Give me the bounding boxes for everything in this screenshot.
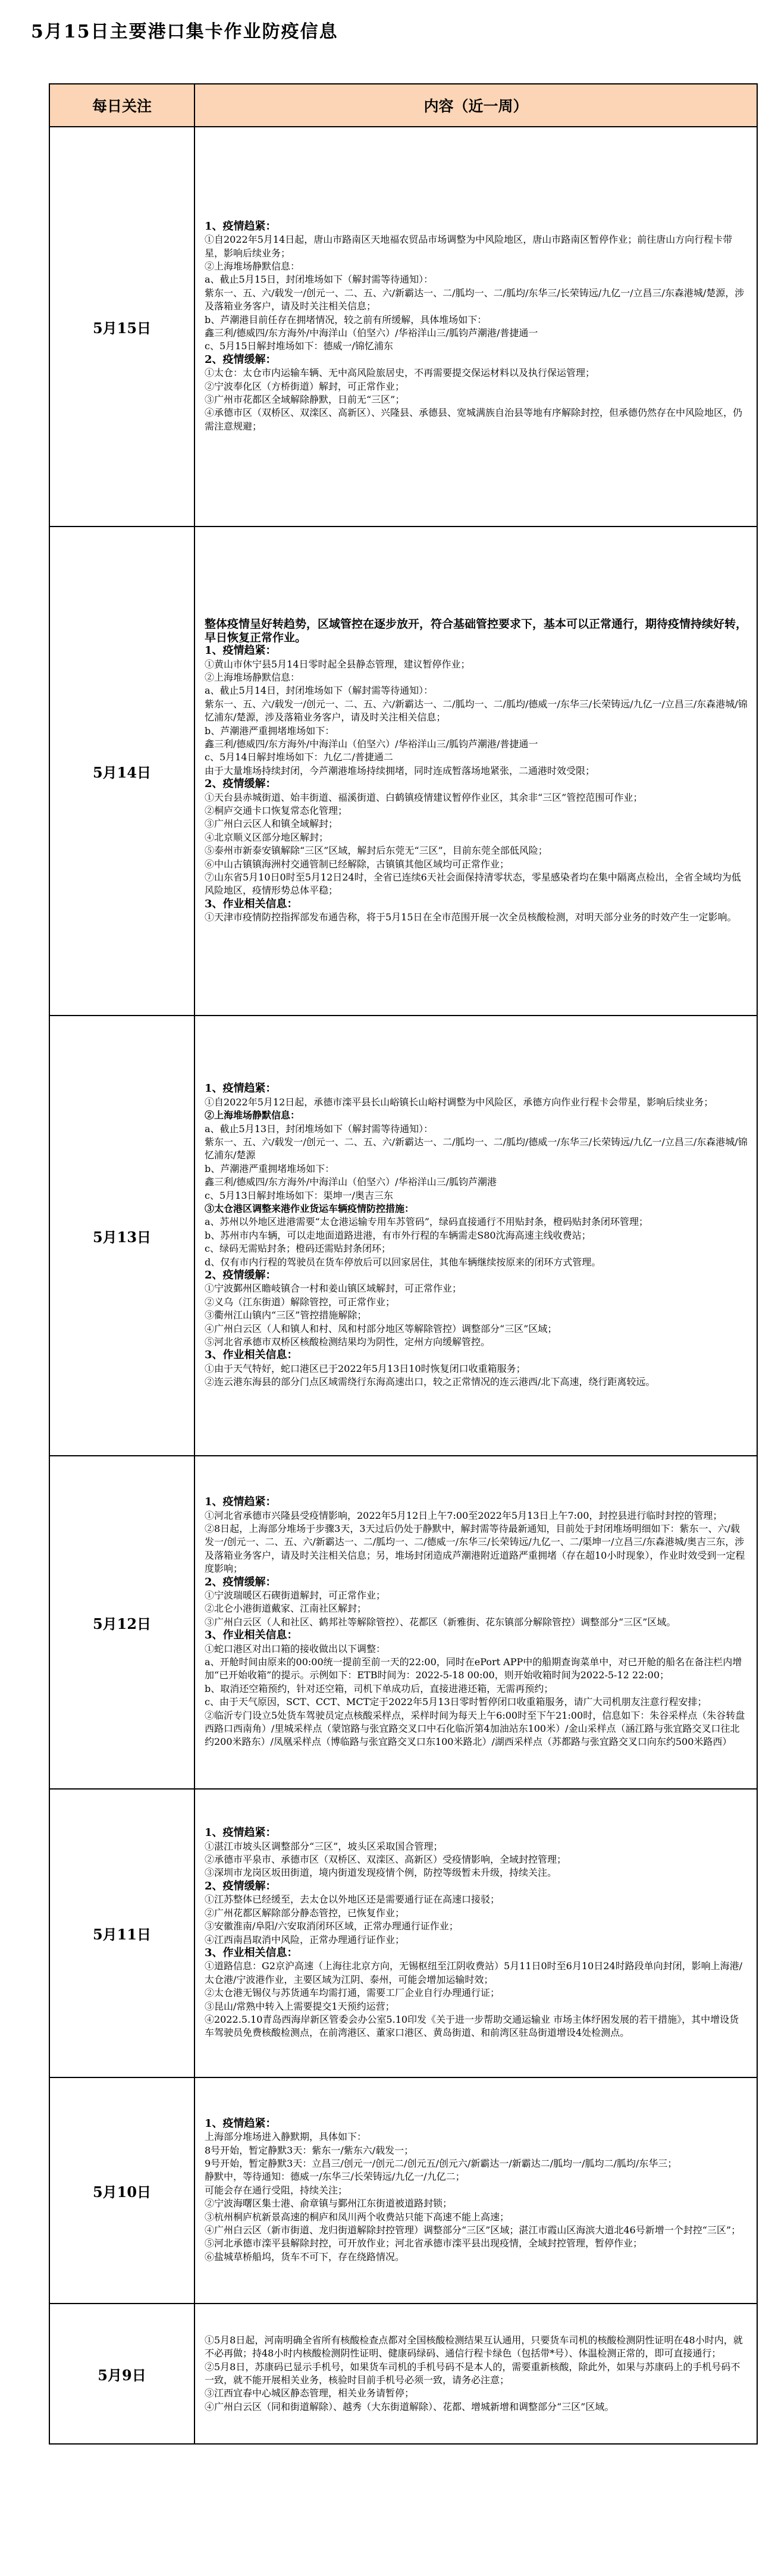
- content-line: b、取消还空箱预约，针对还空箱，司机下单成功后，直接进港还箱，无需再预约；: [205, 1682, 554, 1694]
- content-line: ③深圳市龙岗区坂田街道，境内街道发现疫情个例，防控等级暂未升级，持续关注。: [205, 1867, 557, 1879]
- content-line: ⑦山东省5月10日0时至5月12日24时，全省已连续6天社会面保持清零状态，零星感染者均在集中隔离点检出，全省全域均为低风险地区，疫情形势总体平稳；: [205, 872, 741, 897]
- row-content: [194, 1789, 757, 2077]
- table-row: [49, 1456, 757, 1789]
- section-heading: 1、疫情趋紧：: [205, 644, 277, 657]
- content-line: ②北仑小港街道戴家、江南社区解封；: [205, 1603, 367, 1615]
- row-date: 5月14日: [49, 527, 194, 1016]
- content-line: 9号开始，暂定静默3天：立昌三/创元一/创元二/创元五/创元六/新霸达一/新霸达二/胍均一/胍均二/胍均/东华三；: [205, 2157, 677, 2169]
- content-line: 静默中，等待通知：德威一/东华三/长荣铸远/九亿一/九亿二；: [205, 2171, 465, 2183]
- content-line: ②桐庐交通卡口恢复常态化管理；: [205, 805, 348, 817]
- section-heading: 3、作业相关信息：: [205, 1629, 298, 1642]
- section-heading: 2、疫情缓解：: [205, 1879, 277, 1892]
- content-line: 紫东一、五、六/载发一/创元一、二、五、六/新霸达一、二/胍均一、二/胍均/德威一/东华三/长荣铸远/九亿一/立昌三/东森港城/锦忆浦东/楚源，涉及落箱业务客户，请及时关注相关信息；: [205, 698, 748, 723]
- content-line: ①河北省承德市兴隆县受疫情影响，2022年5月12日上午7:00至2022年5月13日上午7:00，封控县进行临时封控的管理；: [205, 1509, 723, 1521]
- section-heading: 1、疫情趋紧：: [205, 1826, 277, 1839]
- content-line: ⑤泰州市新泰安镇解除“三区”区域，解封后东莞无“三区”，目前东莞全部低风险；: [205, 845, 548, 857]
- content-line: 紫东一、五、六/载发一/创元一、二、五、六/新霸达一、二/胍均一、二/胍均/德威一/东华三/长荣铸远/九亿一/立昌三/东森港城/锦忆浦东/楚源: [205, 1136, 748, 1161]
- content-line: ①宁波瑞暖区石碶街道解封，可正常作业；: [205, 1589, 386, 1601]
- section-heading: 2、疫情缓解：: [205, 1575, 277, 1588]
- row-date: 5月11日: [49, 1789, 194, 2077]
- table-row: [49, 2077, 757, 2304]
- content-line: ⑥盐城草桥船坞，货车不可下，存在绕路情况。: [205, 2251, 405, 2262]
- content-line: a、截止5月14日，封闭堆场如下（解封需等待通知）：: [205, 685, 434, 697]
- content-line: ⑤河北省承德市双桥区核酸检测结果均为阴性，定州方向缓解管控。: [205, 1336, 491, 1348]
- content-line: ②上海堆场静默信息：: [205, 671, 300, 683]
- content-line: ④2022.5.10青岛西海岸新区管委会办公室5.10印发《关于进一步帮助交通运输业 市场主体纾困发展的若干措施》，其中增设货车驾驶员免费核酸检测点，在前湾港区、董家口港区、黄岛街道、和前湾区驻岛街道增设4处检测点。: [205, 2013, 739, 2039]
- table-row: [49, 2304, 757, 2444]
- section-heading: 1、疫情趋紧：: [205, 2117, 277, 2130]
- content-line: ①湛江市坡头区调整部分“三区”，坡头区采取国合管理；: [205, 1840, 443, 1852]
- content-line: ③杭州桐庐杭新景高速的桐庐和凤川两个收费站只能下高速不能上高速；: [205, 2211, 510, 2223]
- content-line: ②8日起，上海部分堆场于步骤3天，3天过后仍处于静默中，解封需等待最新通知，目前处于封闭堆场明细如下：紫东一、六/载发一/创元一、二、五、六/新霸达一、二/胍均一、二/德威一/东华三/长荣铸远/九亿一、二/渠坤一/立昌三/东森港城/奥吉三东，涉及落箱业务客户，请及时关注相关信息；另，堆场封闭造成芦潮港附近道路严重拥堵（存在超10小时现象），作业时效受到一定程度影响；: [205, 1522, 745, 1575]
- row-content: [194, 2304, 757, 2444]
- content-line: ②广州花都区解除部分静态管控，已恢复作业；: [205, 1907, 405, 1919]
- content-line: ②上海堆场静默信息：: [205, 260, 300, 272]
- content-line: ①自2022年5月14日起，唐山市路南区天地福农贸品市场调整为中风险地区，唐山市路南区暂停作业；前往唐山方向行程卡带星，影响后续业务；: [205, 234, 733, 259]
- section-heading: ③太仓港区调整来港作业货运车辆疫情防控措施：: [205, 1202, 415, 1214]
- content-line: 上海部分堆场进入静默期，具体如下：: [205, 2131, 367, 2143]
- table-row: [49, 527, 757, 1016]
- content-line: c、绿码无需贴封条；橙码还需贴封条闭环；: [205, 1243, 391, 1255]
- content-line: ③广州白云区人和镇全域解封；: [205, 818, 338, 830]
- row-date: 5月15日: [49, 127, 194, 527]
- row-date: 5月10日: [49, 2077, 194, 2304]
- content-line: ③江西宜春中心城区静态管理，相关业务请暂停；: [205, 2387, 415, 2399]
- content-line: a、截止5月15日，封闭堆场如下（解封需等待通知）：: [205, 274, 434, 286]
- content-line: ④广州白云区（同和街道解除）、越秀（大东街道解除）、花都、增城新增和调整部分“三区”区域。: [205, 2400, 614, 2412]
- content-line: 鑫三利/德威四/东方海外/中海洋山（伯坚六）/华裕洋山三/胍钧芦潮港: [205, 1176, 497, 1188]
- content-line: a、苏州以外地区进港需要“太仓港运输专用车苏管码”，绿码直接通行不用贴封条，橙码贴封条闭环管理；: [205, 1216, 648, 1228]
- content-line: ②连云港东海县的部分门点区域需绕行东海高速出口，较之正常情况的连云港西/北下高速，绕行距离较远。: [205, 1376, 655, 1388]
- content-line: c、5月15日解封堆场如下：德威一/锦忆浦东: [205, 340, 393, 352]
- content-line: ④广州白云区（新市街道、龙归街道解除封控管理）调整部分“三区”区域；湛江市霞山区海滨大道北46号新增一个封控“三区”；: [205, 2224, 741, 2236]
- row-content: [194, 127, 757, 527]
- section-heading: 3、作业相关信息：: [205, 897, 298, 910]
- content-line: ①黄山市休宁县5月14日零时起全县静态管理，建议暂停作业；: [205, 658, 470, 670]
- content-line: 鑫三利/德威四/东方海外/中海洋山（伯坚六）/华裕洋山三/胍钧芦潮港/普捷通一: [205, 327, 538, 339]
- table-body: [49, 127, 757, 2444]
- section-heading: 2、疫情缓解：: [205, 353, 277, 366]
- content-line: ①道路信息：G2京沪高速（上海往北京方向，无锡枢纽至江阴收费站）5月11日0时至6月10日24时路段单向封闭，影响上海港/太仓港/宁波港作业，主要区域为江阴、泰州，可能会增加运输时效；: [205, 1960, 742, 1985]
- content-line: 可能会存在通行受阻，持续关注；: [205, 2184, 348, 2196]
- section-heading: 1、疫情趋紧：: [205, 1496, 277, 1509]
- content-line: ②5月8日，苏康码已显示手机号，如果货车司机的手机号码不是本人的，需要重新核酸，除此外，如果与苏康码上的手机号码不一致，就不能开展相关业务，核验时目前手机号必须一致，请务必注意；: [205, 2361, 741, 2386]
- section-heading: 1、疫情趋紧：: [205, 1082, 277, 1095]
- section-heading: 3、作业相关信息：: [205, 1349, 298, 1362]
- table-row: [49, 1016, 757, 1456]
- content-line: ①天津市疫情防控指挥部发布通告称，将于5月15日在全市范围开展一次全员核酸检测，对明天部分业务的时效产生一定影响。: [205, 911, 737, 923]
- content-line: ①太仓：太仓市内运输车辆、无中高风险旅居史，不再需要提交保运材料以及执行保运管理；: [205, 367, 595, 379]
- row-content: [194, 1016, 757, 1456]
- content-line: b、苏州市内车辆，可以走地面道路进港，有市外行程的车辆需走S80沈海高速主线收费站；: [205, 1229, 591, 1241]
- content-line: ②宁波海曙区集士港、俞章镇与鄞州江东街道被道路封锁；: [205, 2198, 453, 2210]
- section-heading: 2、疫情缓解：: [205, 778, 277, 791]
- section-heading: 3、作业相关信息：: [205, 1946, 298, 1959]
- content-line: ④承德市区（双桥区、双滦区、高新区）、兴隆县、承德县、宽城满族自治县等地有序解除封控，但承德仍然存在中风险地区，仍需注意规避；: [205, 407, 743, 432]
- content-line: ③昆山/常熟中转入上需要提交1天预约运营；: [205, 2000, 395, 2012]
- content-line: c、5月14日解封堆场如下：九亿二/普捷通二: [205, 751, 393, 763]
- row-date: 5月12日: [49, 1456, 194, 1789]
- content-line: 鑫三利/德威四/东方海外/中海洋山（伯坚六）/华裕洋山三/胍钧芦潮港/普捷通一: [205, 738, 538, 750]
- content-line: b、芦潮港严重拥堵堆场如下：: [205, 1162, 335, 1174]
- content-line: b、芦潮港严重拥堵堆场如下：: [205, 725, 335, 737]
- content-line: ①5月8日起，河南明确全省所有核酸检查点都对全国核酸检测结果互认通用，只要货车司机的核酸检测阴性证明在48小时内，就不必再做；持48小时内核酸检测阴性证明、健康码绿码、通信行程卡绿色（包括带*号）、体温检测正常的，即可直接通行；: [205, 2334, 743, 2359]
- table-row: [49, 127, 757, 527]
- content-line: ②承德市平泉市、承德市区（双桥区、双滦区、高新区）受疫情影响，全域封控管理；: [205, 1854, 567, 1866]
- row-date: 5月13日: [49, 1016, 194, 1456]
- content-line: ①蛇口港区对出口箱的接收做出以下调整：: [205, 1643, 386, 1654]
- content-line: ①由于天气特好，蛇口港区已于2022年5月13日10时恢复闭口收重箱服务；: [205, 1362, 526, 1374]
- row-date: 5月9日: [49, 2304, 194, 2444]
- content-line: ④北京顺义区部分地区解封；: [205, 831, 329, 843]
- content-line: ④江西南昌取消中风险，正常办理通行证作业；: [205, 1933, 405, 1945]
- content-line: c、由于天气原因，SCT、CCT、MCT定于2022年5月13日零时暂停闭口收重箱服务，请广大司机朋友注意行程安排；: [205, 1696, 707, 1708]
- table-header-row: [49, 84, 757, 127]
- section-heading: 1、疫情趋紧：: [205, 220, 277, 233]
- section-heading: 2、疫情缓解：: [205, 1269, 277, 1282]
- content-line: ①宁波鄞州区瞻岐镇合一村和姜山镇区域解封，可正常作业；: [205, 1283, 462, 1295]
- content-line: ②太仓港无锡仪与苏货通车均需打通，需要工厂企业自行办理通行证；: [205, 1987, 500, 1999]
- content-line: c、5月13日解封堆场如下：渠坤一/奥吉三东: [205, 1189, 393, 1201]
- content-line: ①天台县赤城街道、始丰街道、福溪街道、白鹤镇疫情建议暂停作业区，其余非“三区”管控范围可作业；: [205, 791, 643, 803]
- content-line: a、截止5月13日，封闭堆场如下（解封需等待通知）：: [205, 1123, 434, 1135]
- epidemic-info-table: [49, 83, 758, 2445]
- content-line: d、仅有市内行程的驾驶员在货车停放后可以回家居住，其他车辆继续按原来的闭环方式管理。: [205, 1256, 601, 1268]
- content-line: 由于大量堆场持续封闭，今芦潮港堆场持续拥堵，同时连成暂落场地紧张，二通港时效受限；: [205, 764, 595, 776]
- content-line: a、开舱时间由原来的00:00统一提前至前一天的22:00，同时在ePort APP中的船期查询菜单中，对已开舱的船名在备注栏内增加“已开始收箱”的提示。示例如下：ETB时间为：2022-5-18 00:00，则开始收箱时间为2022-5-12 22:00；: [205, 1656, 742, 1681]
- page-title: 5月15日主要港口集卡作业防疫信息: [31, 21, 338, 42]
- content-line: ⑥中山古镇镇海洲村交通管制已经解除，古镇镇其他区域均可正常作业；: [205, 858, 510, 870]
- row-content: [194, 1456, 757, 1789]
- header-date: 每日关注: [49, 84, 194, 127]
- section-heading: 整体疫情呈好转趋势，区域管控在逐步放开，符合基础管控要求下，基本可以正常通行，期待疫情持续好转，早日恢复正常作业。: [205, 618, 748, 644]
- table-row: [49, 1789, 757, 2077]
- content-line: ⑤河北承德市滦平县解除封控，可开放作业；河北省承德市滦平县出现疫情，全域封控管理，暂停作业；: [205, 2237, 643, 2249]
- content-line: ①自2022年5月12日起，承德市滦平县长山峪镇长山峪村调整为中风险区，承德方向作业行程卡会带星，影响后续业务；: [205, 1096, 714, 1108]
- content-line: b、芦潮港目前任存在拥堵情况，较之前有所缓解，具体堆场如下：: [205, 314, 487, 325]
- content-line: ①江苏整体已经缓至，去太仓以外地区还是需要通行证在高速口接驳；: [205, 1894, 500, 1906]
- content-line: ③广州市花都区全域解除静默，日前无“三区”；: [205, 394, 405, 406]
- header-content: 内容（近一周）: [194, 84, 757, 127]
- content-line: ③衢州江山镇内“三区”管控措施解除；: [205, 1309, 367, 1321]
- content-line: ②宁波奉化区（方桥街道）解封，可正常作业；: [205, 380, 405, 392]
- content-line: ④广州白云区（人和镇人和村、凤和村部分地区等解除管控）调整部分“三区”区域；: [205, 1323, 557, 1334]
- content-line: ②义乌（江东街道）解除管控，可正常作业；: [205, 1296, 396, 1308]
- content-line: ②临沂专门设立5处货车驾驶员定点核酸采样点，采样时间为每天上午6:00时至下午21:00时，信息如下：朱谷采样点（朱谷转盘西路口西南角）/里城采样点（蒙馆路与张宜路交叉口中石化临沂第4加油站东100米）/金山采样点（涵江路与张宜路交叉口往北约200米路东）/凤凰采样点（博临路与张宜路交叉口东100米路北）/湖西采样点（苏都路与张宜路交叉口向东约500米路西）: [205, 1709, 745, 1748]
- content-line: ③广州白云区（人和社区、鹤邦社等解除管控）、花都区（新雅街、花东镇部分解除管控）调整部分“三区”区域。: [205, 1616, 676, 1628]
- content-line: 8号开始，暂定静默3天：紫东一/紫东六/载发一；: [205, 2144, 414, 2156]
- row-content: [194, 2077, 757, 2304]
- content-line: ③安徽淮南/阜阳/六安取消闭环区域，正常办理通行证作业；: [205, 1920, 459, 1932]
- row-content: [194, 527, 757, 1016]
- content-line: 紫东一、五、六/载发一/创元一、二、五、六/新霸达一、二/胍均一、二/胍均/东华三/长荣铸远/九亿一/立昌三/东森港城/楚源，涉及落箱业务客户，请及时关注相关信息；: [205, 287, 745, 312]
- section-heading: ②上海堆场静默信息：: [205, 1110, 300, 1121]
